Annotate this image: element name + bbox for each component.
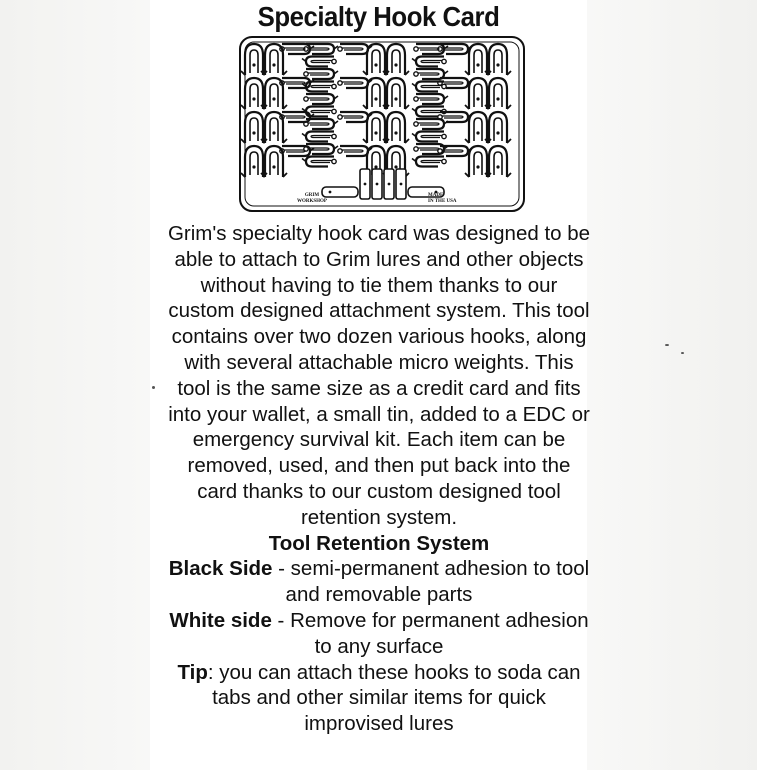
retention-heading: Tool Retention System — [268, 531, 490, 555]
white-side-label: White side — [169, 608, 272, 632]
tip-label: Tip — [177, 660, 208, 684]
background-left — [0, 0, 150, 770]
weight-hole — [364, 183, 367, 186]
weight-hole — [400, 183, 403, 186]
speck — [665, 344, 669, 346]
tip-note — [165, 660, 593, 737]
page-title: Specialty Hook Card — [257, 1, 500, 32]
speck — [681, 352, 684, 354]
black-side-label: Black Side — [168, 557, 273, 581]
black-side-text: - semi-permanent adhesion to tool and removable parts — [272, 557, 590, 607]
background-right — [587, 0, 757, 770]
tip-text: : you can attach these hooks to soda can tabs and other similar items for quick improvised lures — [207, 660, 581, 736]
origin-label: MADE IN THE USA — [428, 193, 457, 204]
brand-label: GRIM WORKSHOP — [296, 193, 327, 204]
hook-card-image — [238, 35, 526, 213]
weight-hole — [376, 183, 379, 186]
weight-hole — [388, 183, 391, 186]
white-side-text: - Remove for permanent adhesion to any surface — [271, 608, 589, 658]
speck — [152, 386, 155, 389]
description-block — [165, 221, 593, 737]
white-side-note — [165, 608, 593, 660]
black-side-note — [165, 556, 593, 608]
description-text: Grim's specialty hook card was designed to be able to attach to Grim lures and other objects without having to tie them thanks to our custom designed attachment system. This tool contains over two dozen various hooks, along with several attachable micro weights. This tool is the same size as a credit card and fits into your wallet, a small tin, added to a EDC or emergency survival kit. Each item can be removed, used, and then put back into the card thanks to our custom designed tool retention system. — [167, 222, 591, 529]
